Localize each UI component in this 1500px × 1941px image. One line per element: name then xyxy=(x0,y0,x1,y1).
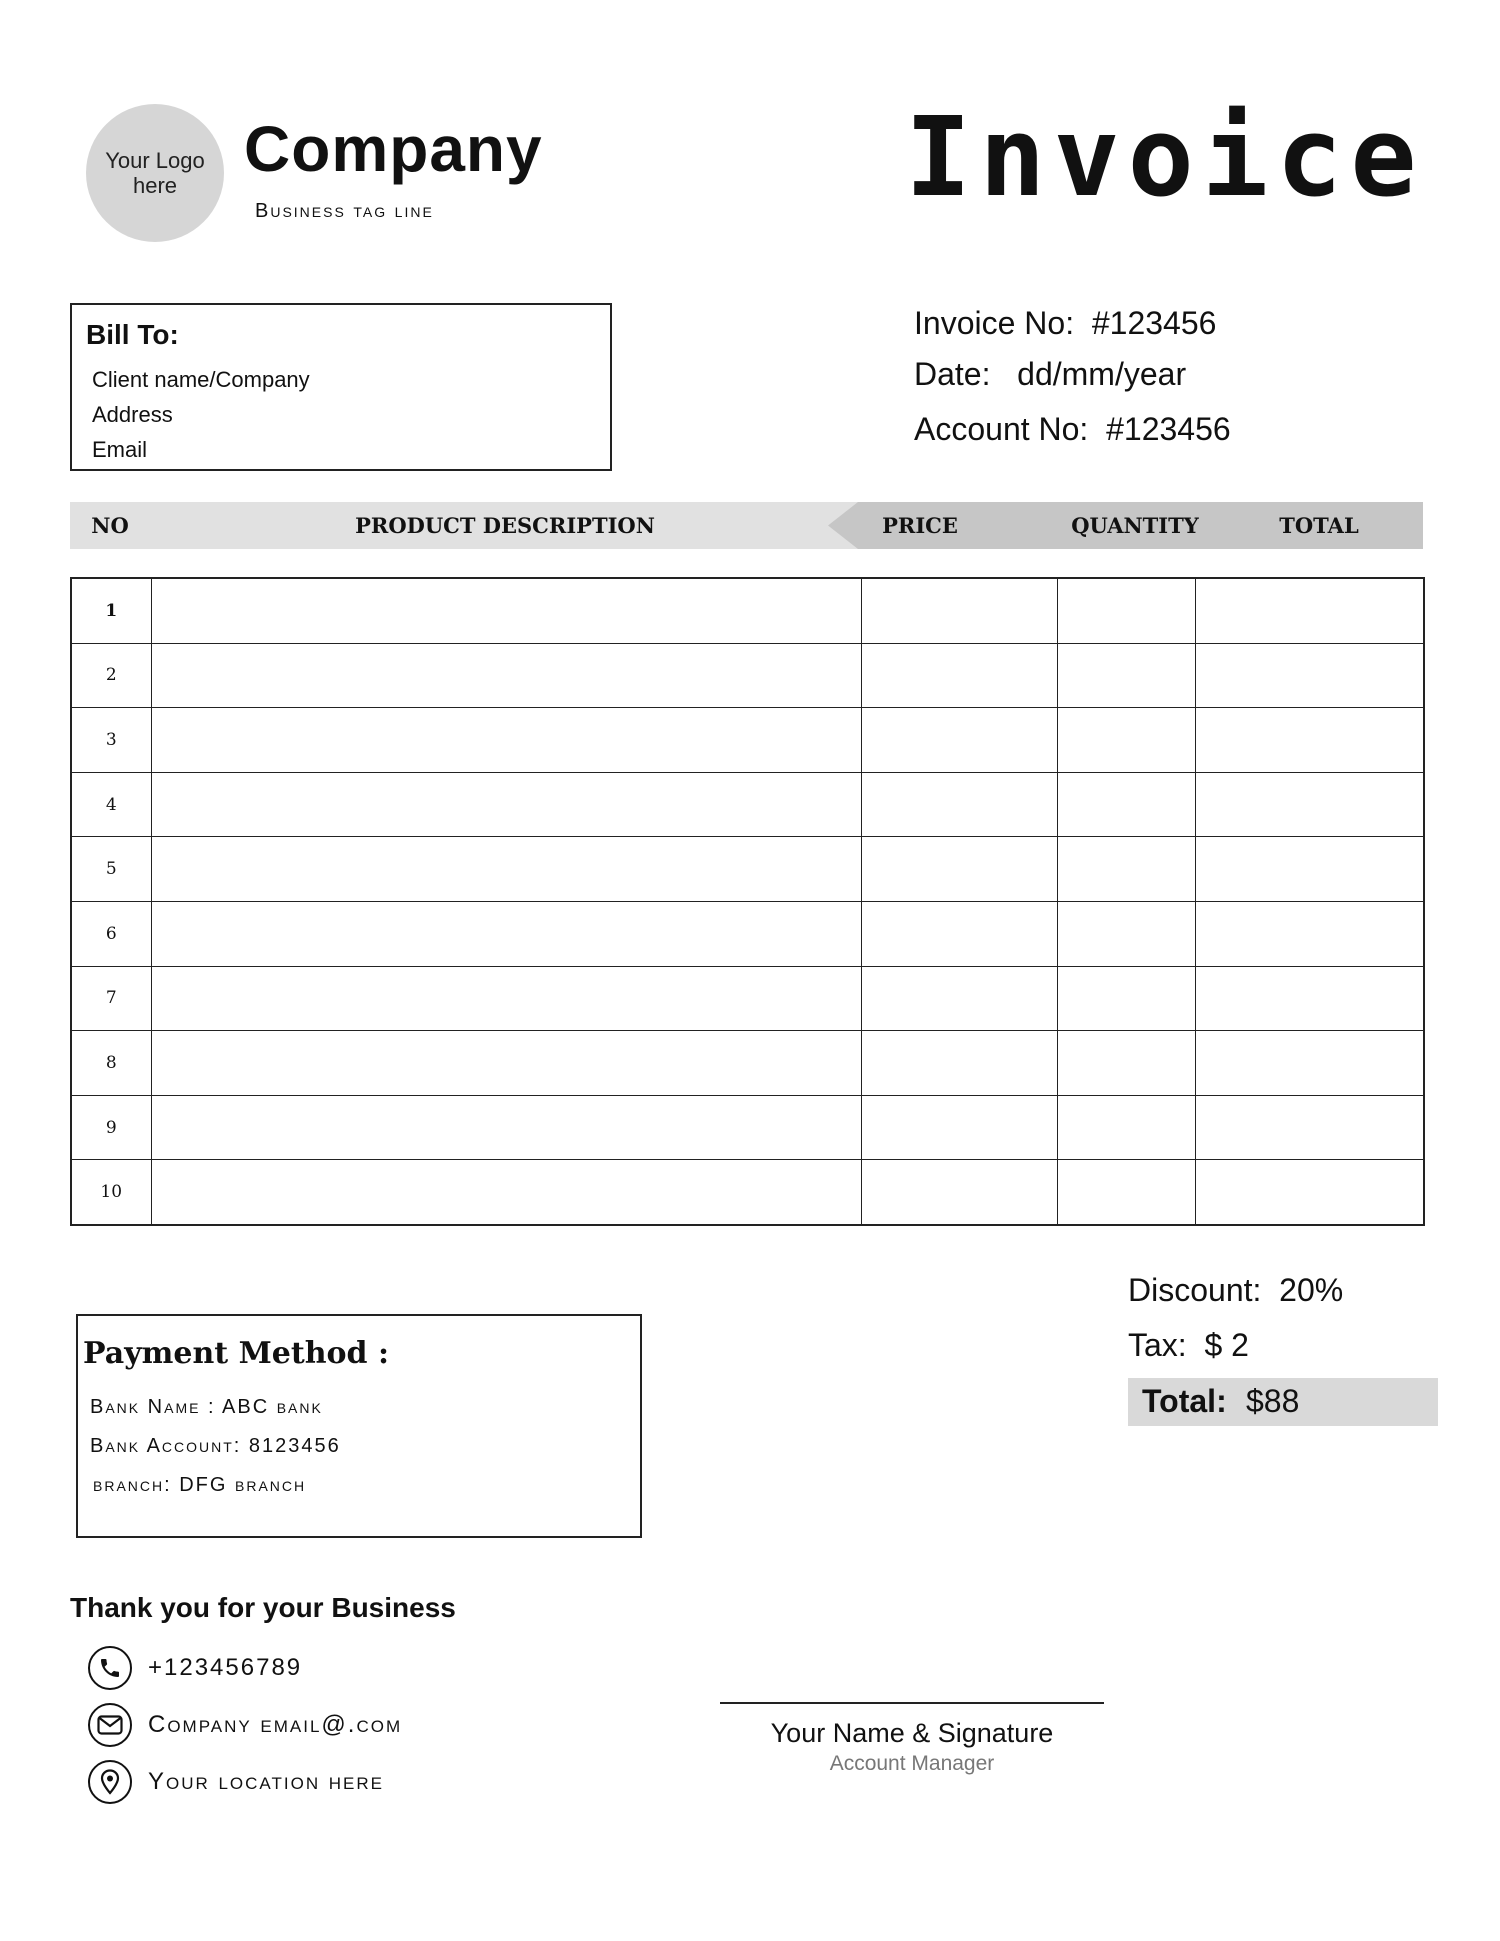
table-row xyxy=(71,643,1424,708)
table-row xyxy=(71,772,1424,837)
total-cell[interactable] xyxy=(1195,1031,1424,1096)
row-number: 1 xyxy=(71,578,151,643)
table-row xyxy=(71,901,1424,966)
signature-role: Account Manager xyxy=(829,1752,995,1775)
quantity-cell[interactable] xyxy=(1057,772,1195,837)
table-row xyxy=(71,708,1424,773)
bill-to-address: Address xyxy=(92,402,173,427)
signature-name: Your Name & Signature xyxy=(770,1718,1054,1748)
quantity-cell[interactable] xyxy=(1057,1160,1195,1225)
price-cell[interactable] xyxy=(861,901,1057,966)
table-row xyxy=(71,578,1424,643)
company-email: Company email@.com xyxy=(148,1711,403,1738)
total-cell[interactable] xyxy=(1195,1095,1424,1160)
header-product-description: PRODUCT DESCRIPTION xyxy=(355,513,655,538)
header-total: TOTAL xyxy=(1279,513,1359,538)
price-cell[interactable] xyxy=(861,578,1057,643)
table-header xyxy=(70,502,1423,549)
email-icon xyxy=(88,1703,132,1747)
quantity-cell[interactable] xyxy=(1057,1031,1195,1096)
quantity-cell[interactable] xyxy=(1057,966,1195,1031)
price-cell[interactable] xyxy=(861,772,1057,837)
total-cell[interactable] xyxy=(1195,578,1424,643)
price-cell[interactable] xyxy=(861,837,1057,902)
thank-you-message: Thank you for your Business xyxy=(70,1592,456,1623)
invoice-title: Invoice xyxy=(905,93,1425,221)
quantity-cell[interactable] xyxy=(1057,1095,1195,1160)
table-row xyxy=(71,1031,1424,1096)
row-number: 9 xyxy=(71,1095,151,1160)
price-cell[interactable] xyxy=(861,643,1057,708)
description-cell[interactable] xyxy=(151,901,861,966)
header-price: PRICE xyxy=(882,513,958,538)
description-cell[interactable] xyxy=(151,1160,861,1225)
total-label: Total: xyxy=(1142,1383,1227,1419)
description-cell[interactable] xyxy=(151,1031,861,1096)
total-cell[interactable] xyxy=(1195,643,1424,708)
row-number: 7 xyxy=(71,966,151,1031)
logo-placeholder xyxy=(86,104,224,242)
items-table xyxy=(70,577,1425,1226)
tax: Tax: $ 2 xyxy=(1128,1327,1249,1363)
price-cell[interactable] xyxy=(861,1160,1057,1225)
table-row xyxy=(71,966,1424,1031)
row-number: 8 xyxy=(71,1031,151,1096)
discount: Discount: 20% xyxy=(1128,1272,1344,1308)
total-cell[interactable] xyxy=(1195,837,1424,902)
description-cell[interactable] xyxy=(151,1095,861,1160)
signature-line xyxy=(720,1702,1104,1704)
bank-name: Bank Name : ABC bank xyxy=(90,1396,323,1418)
description-cell[interactable] xyxy=(151,708,861,773)
phone-number: +123456789 xyxy=(148,1654,303,1681)
company-name: Company xyxy=(244,113,543,185)
invoice-date: Date: dd/mm/year xyxy=(914,356,1187,392)
header-quantity: QUANTITY xyxy=(1071,513,1199,538)
quantity-cell[interactable] xyxy=(1057,837,1195,902)
price-cell[interactable] xyxy=(861,966,1057,1031)
bill-to-email: Email xyxy=(92,437,148,462)
description-cell[interactable] xyxy=(151,837,861,902)
header-no: NO xyxy=(91,513,129,538)
total-value: $88 xyxy=(1246,1383,1300,1419)
location-pin-icon xyxy=(88,1760,132,1804)
total-cell[interactable] xyxy=(1195,966,1424,1031)
account-number: Account No: #123456 xyxy=(914,411,1231,447)
row-number: 4 xyxy=(71,772,151,837)
quantity-cell[interactable] xyxy=(1057,578,1195,643)
description-cell[interactable] xyxy=(151,966,861,1031)
row-number: 6 xyxy=(71,901,151,966)
row-number: 5 xyxy=(71,837,151,902)
bill-to-box xyxy=(70,303,612,471)
branch: branch: DFG branch xyxy=(93,1474,307,1496)
quantity-cell[interactable] xyxy=(1057,643,1195,708)
price-cell[interactable] xyxy=(861,1095,1057,1160)
quantity-cell[interactable] xyxy=(1057,708,1195,773)
total-cell[interactable] xyxy=(1195,1160,1424,1225)
description-cell[interactable] xyxy=(151,578,861,643)
table-row xyxy=(71,837,1424,902)
total-cell[interactable] xyxy=(1195,901,1424,966)
business-tag-line: Business tag line xyxy=(255,200,434,222)
total-cell[interactable] xyxy=(1195,772,1424,837)
quantity-cell[interactable] xyxy=(1057,901,1195,966)
bank-account: Bank Account: 8123456 xyxy=(90,1435,341,1457)
price-cell[interactable] xyxy=(861,708,1057,773)
bill-to-title: Bill To: xyxy=(86,319,179,350)
payment-method-box xyxy=(76,1314,642,1538)
total-cell[interactable] xyxy=(1195,708,1424,773)
phone-icon xyxy=(88,1646,132,1690)
description-cell[interactable] xyxy=(151,643,861,708)
price-cell[interactable] xyxy=(861,1031,1057,1096)
bill-to-client: Client name/Company xyxy=(92,367,310,392)
total-box xyxy=(1128,1378,1438,1426)
row-number: 10 xyxy=(71,1160,151,1225)
table-row xyxy=(71,1095,1424,1160)
company-location: Your location here xyxy=(148,1768,384,1795)
payment-method-title: Payment Method : xyxy=(83,1336,390,1371)
invoice-number: Invoice No: #123456 xyxy=(914,305,1217,341)
logo-text: Your Logo here xyxy=(105,148,205,198)
description-cell[interactable] xyxy=(151,772,861,837)
row-number: 2 xyxy=(71,643,151,708)
row-number: 3 xyxy=(71,708,151,773)
table-row xyxy=(71,1160,1424,1225)
